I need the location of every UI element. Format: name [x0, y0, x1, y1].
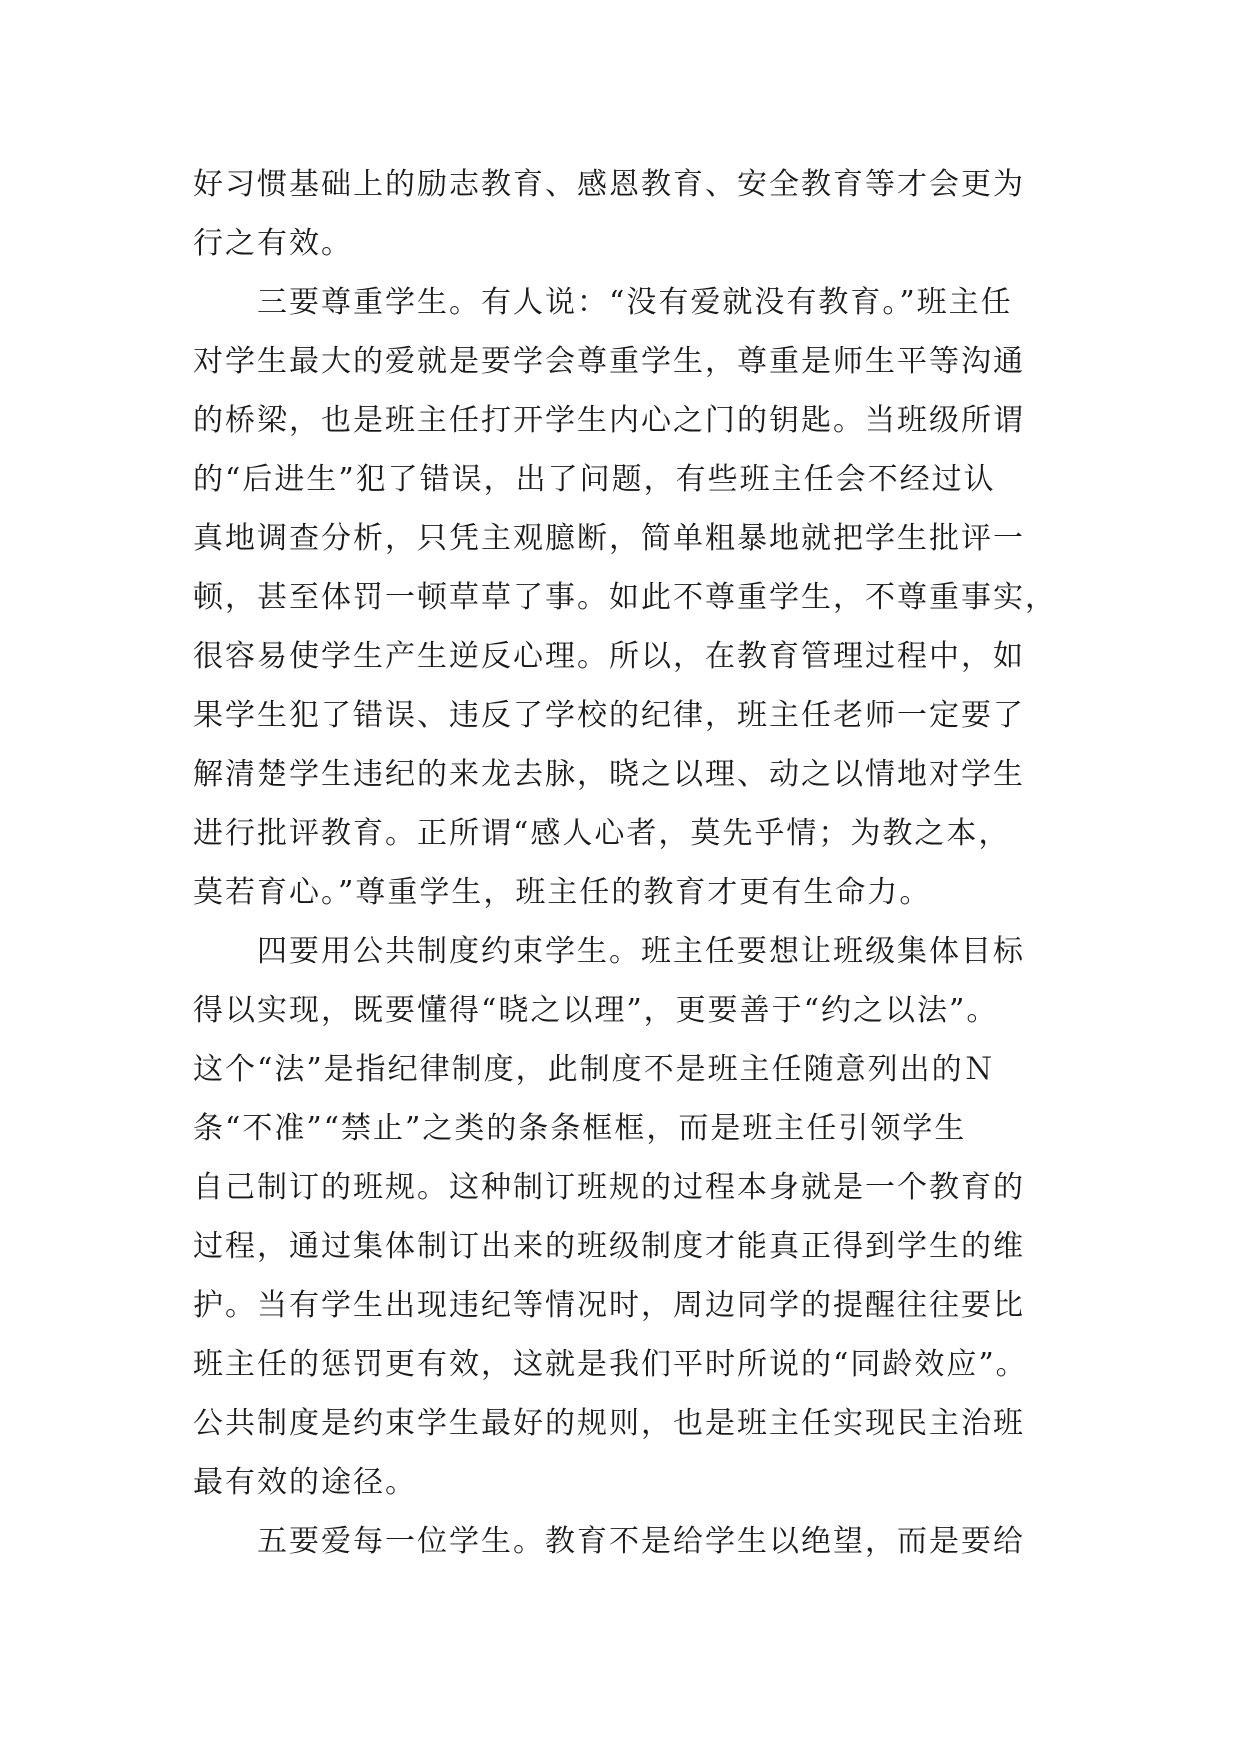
- text-line: 条“不准”“禁止”之类的条条框框，而是班主任引领学生: [193, 1111, 967, 1146]
- text-line: 护。当有学生出现违纪等情况时，周边同学的提醒往往要比: [193, 1288, 1025, 1323]
- text-line: 公共制度是约束学生最好的规则，也是班主任实现民主治班: [193, 1406, 1025, 1441]
- text-line: 四要用公共制度约束学生。班主任要想让班级集体目标: [193, 934, 1025, 969]
- text-line: 进行批评教育。正所谓“感人心者，莫先乎情；为教之本，: [193, 816, 1011, 851]
- text-line: 最有效的途径。: [193, 1465, 417, 1500]
- text-line: 很容易使学生产生逆反心理。所以，在教育管理过程中，如: [193, 639, 1025, 674]
- text-line: 得以实现，既要懂得“晓之以理”，更要善于“约之以法”。: [193, 993, 999, 1028]
- document-body: [193, 155, 1057, 1571]
- text-line: 果学生犯了错误、违反了学校的纪律，班主任老师一定要了: [193, 698, 1025, 733]
- text-line: 的“后进生”犯了错误，出了问题，有些班主任会不经过认: [193, 462, 996, 497]
- text-line: 好习惯基础上的励志教育、感恩教育、安全教育等才会更为: [193, 167, 1025, 202]
- text-line: 过程，通过集体制订出来的班级制度才能真正得到学生的维: [193, 1229, 1025, 1264]
- text-line: 对学生最大的爱就是要学会尊重学生，尊重是师生平等沟通: [193, 344, 1025, 379]
- text-line: 五要爱每一位学生。教育不是给学生以绝望，而是要给: [193, 1524, 1025, 1559]
- text-line: 这个“法”是指纪律制度，此制度不是班主任随意列出的Ｎ: [193, 1052, 996, 1087]
- text-line: 三要尊重学生。有人说：“没有爱就没有教育。”班主任: [193, 285, 1013, 320]
- text-line: 顿，甚至体罚一顿草草了事。如此不尊重学生，不尊重事实，: [193, 580, 1057, 615]
- text-line: 解清楚学生违纪的来龙去脉，晓之以理、动之以情地对学生: [193, 757, 1025, 792]
- text-line: 班主任的惩罚更有效，这就是我们平时所说的“同龄效应”。: [193, 1347, 1028, 1382]
- text-line: 真地调查分析，只凭主观臆断，简单粗暴地就把学生批评一: [193, 521, 1025, 556]
- text-line: 自己制订的班规。这种制订班规的过程本身就是一个教育的: [193, 1170, 1025, 1205]
- text-line: 行之有效。: [193, 226, 353, 261]
- text-line: 莫若育心。”尊重学生，班主任的教育才更有生命力。: [193, 875, 932, 910]
- text-line: 的桥梁，也是班主任打开学生内心之门的钥匙。当班级所谓: [193, 403, 1025, 438]
